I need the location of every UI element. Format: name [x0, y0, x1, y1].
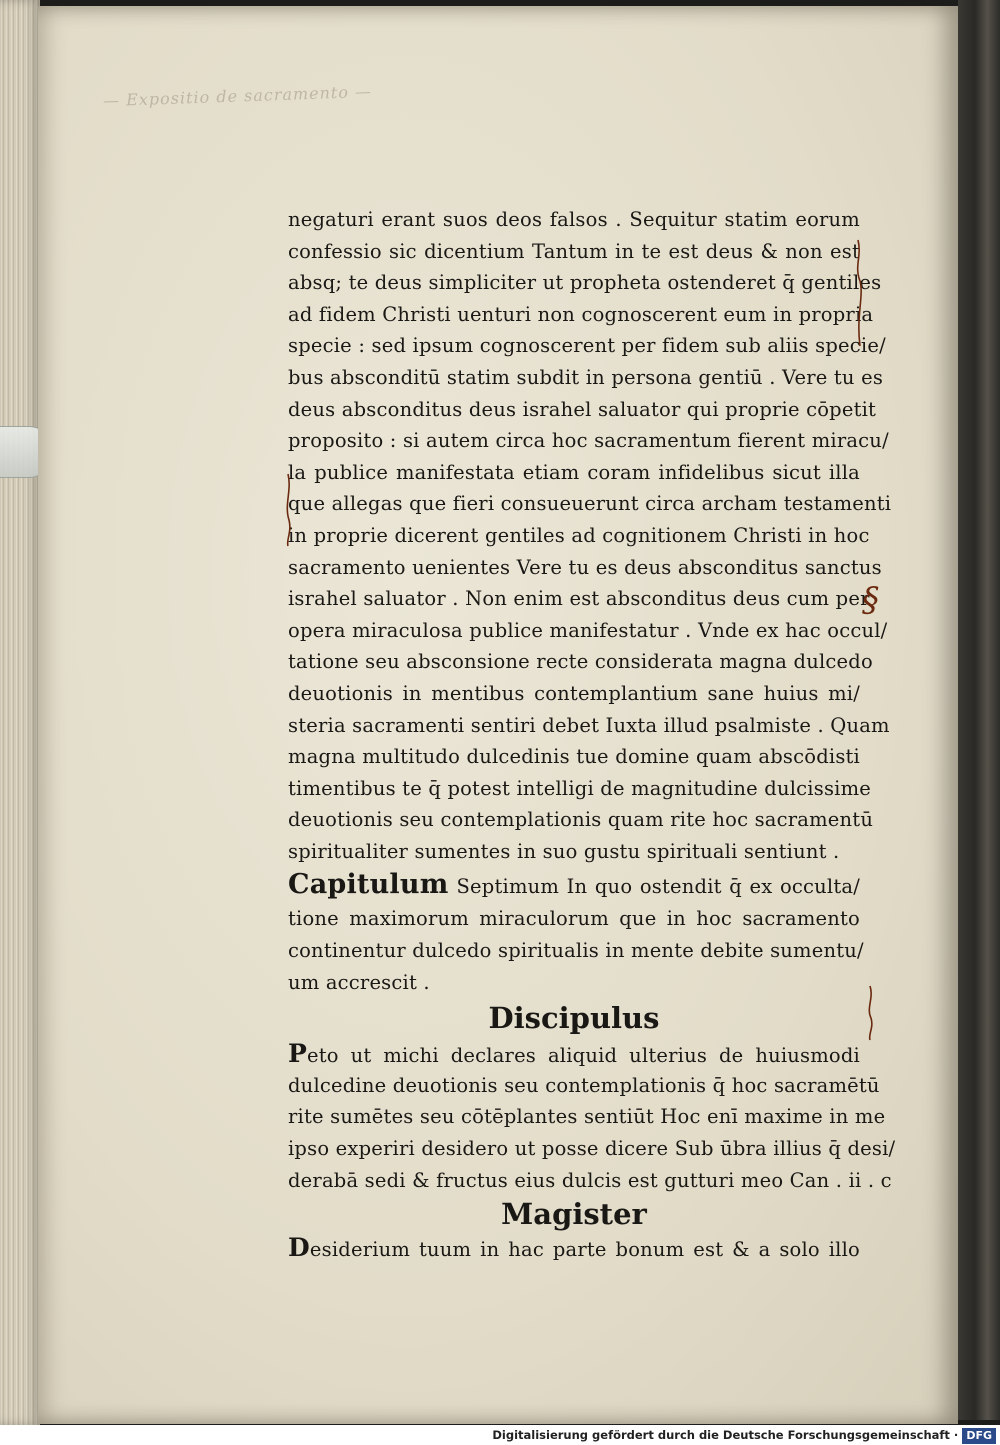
footer-text: Digitalisierung gefördert durch die Deutsche Forschungsgemeinschaft · [492, 1428, 959, 1442]
text-line: specie : sed ipsum cognoscerent per fidem sub aliis specie/ [288, 334, 886, 358]
margin-bracket-3 [862, 982, 878, 1042]
discipulus-heading-line [288, 998, 860, 1038]
text-line: bus absconditū statim subdit in persona gentiū . Vere tu es [288, 365, 884, 389]
discipulus-heading: Discipulus [488, 1001, 660, 1036]
text-line: deuotionis seu contemplationis quam rite hoc sacramentū [288, 808, 874, 832]
body-text [288, 204, 896, 1264]
text-line: spiritualiter sumentes in suo gustu spirituali sentiunt . [288, 839, 840, 863]
discipulus-text [288, 1070, 896, 1196]
text-line: israhel saluator . Non enim est absconditus deus cum per [288, 587, 870, 611]
magister-heading-line [288, 1196, 860, 1232]
text-line: timentibus te q̄ potest intelligi de magnitudine dulcissime [288, 776, 872, 800]
text-line: magna multitudo dulcedinis tue domine quam abscōdisti [288, 745, 860, 769]
discipulus-text-line: dulcedine deuotionis seu contemplationis q̄ hoc sacramētū [288, 1073, 880, 1097]
discipulus-text-line: ipso experiri desidero ut posse dicere Sub ūbra illius q̄ desi/ [288, 1137, 896, 1161]
footer-bar [0, 1425, 1000, 1445]
dfg-logo: DFG [962, 1428, 996, 1444]
chapter-heading-rest: Septimum In quo ostendit q̄ ex occulta/ [456, 875, 860, 899]
discipulus-first-line [288, 1038, 860, 1070]
magister-heading: Magister [501, 1197, 647, 1232]
text-line: ad fidem Christi uenturi non cognoscerent eum in propria [288, 302, 874, 326]
paragraph-text [288, 204, 892, 867]
chapter-text-line: tione maximorum miraculorum que in hoc sacramento [288, 907, 860, 931]
text-line: deuotionis in mentibus contemplantium sane huius mi/ [288, 681, 860, 705]
text-line: deus absconditus deus israhel saluator qui proprie cōpetit [288, 397, 877, 421]
magister-first-line-text: esiderium tuum in hac parte bonum est & a solo illo [309, 1238, 860, 1262]
discipulus-initial: P [288, 1039, 307, 1069]
text-line: la publice manifestata etiam coram infidelibus sicut illa [288, 460, 860, 484]
text-line: steria sacramenti sentiri debet Iuxta illud psalmiste . Quam [288, 713, 890, 737]
text-line: absq; te deus simpliciter ut propheta ostenderet q̄ gentiles [288, 271, 882, 295]
text-line: proposito : si autem circa hoc sacramentum fierent miracu/ [288, 429, 889, 453]
discipulus-text-line: derabā sedi & fructus eius dulcis est gutturi meo Can . ii . c [288, 1168, 892, 1192]
text-line: in proprie dicerent gentiles ad cognitionem Christi in hoc [288, 523, 870, 547]
faint-handwritten-note: — Expositio de sacramento — [102, 81, 373, 111]
text-line: sacramento uenientes Vere tu es deus absconditus sanctus [288, 555, 882, 579]
text-line: confessio sic dicentium Tantum in te est deus & non est [288, 239, 860, 263]
magister-first-line [288, 1232, 860, 1264]
margin-bracket-1 [848, 236, 868, 356]
chapter-text-line: continentur dulcedo spiritualis in mente debite sumentu/ [288, 939, 864, 963]
margin-bracket-2 [280, 470, 296, 550]
magister-initial: D [288, 1233, 310, 1263]
chapter-text-line: um accrescit . [288, 970, 430, 994]
discipulus-first-line-text: eto ut michi declares aliquid ulterius de huiusmodi [307, 1044, 860, 1068]
chapter-heading: Capitulum [288, 869, 449, 901]
text-line: que allegas que fieri consueuerunt circa archam testamenti [288, 492, 892, 516]
margin-section-mark: § [862, 580, 879, 620]
chapter-heading-line [288, 867, 860, 903]
page-stack-edge [0, 0, 40, 1425]
discipulus-text-line: rite sumētes seu cōtēplantes sentiūt Hoc enī maxime in me [288, 1105, 886, 1129]
text-line: negaturi erant suos deos falsos . Sequitur statim eorum [288, 208, 860, 231]
text-line: tatione seu absconsione recte considerata magna dulcedo [288, 650, 873, 674]
chapter-text [288, 903, 864, 998]
text-line: opera miraculosa publice manifestatur . Vnde ex hac occul/ [288, 618, 888, 642]
book-binding-edge [958, 0, 1000, 1420]
